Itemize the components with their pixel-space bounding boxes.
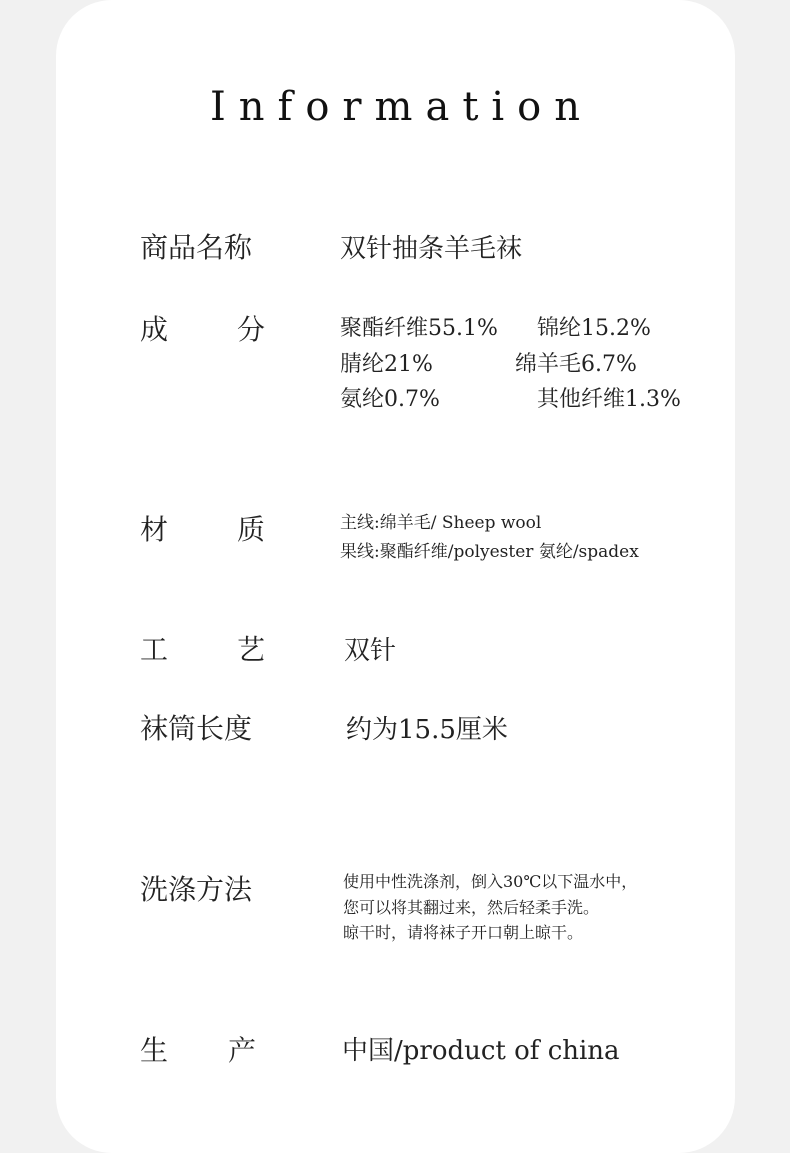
- craft-label-char-1: 工: [140, 633, 169, 666]
- name-label: 商品名称: [140, 231, 253, 264]
- composition-item: 聚酯纤维55.1%: [340, 316, 498, 341]
- washing-line-1: 使用中性洗涤剂，倒入30℃以下温水中，: [343, 872, 638, 891]
- material-label-char-2: 质: [236, 513, 265, 546]
- composition-item: 绵羊毛6.7%: [515, 352, 637, 377]
- origin-label-char-2: 产: [227, 1034, 256, 1067]
- composition-label-char-2: 分: [236, 313, 265, 346]
- name-value: 双针抽条羊毛袜: [340, 234, 523, 264]
- composition-item: 氨纶0.7%: [340, 387, 440, 412]
- washing-line-2: 您可以将其翻过来，然后轻柔手洗。: [343, 898, 600, 917]
- craft-label-char-2: 艺: [236, 633, 265, 666]
- washing-line-3: 晾干时，请将袜子开口朝上晾干。: [343, 923, 584, 942]
- page-title: Information: [209, 84, 594, 130]
- info-card: [56, 0, 735, 1153]
- craft-value: 双针: [344, 636, 397, 666]
- length-label: 袜筒长度: [140, 712, 253, 745]
- craft-label: [140, 628, 265, 668]
- washing-label: 洗涤方法: [140, 873, 253, 906]
- origin-value: 中国/product of china: [342, 1036, 620, 1066]
- length-value: 约为15.5厘米: [346, 715, 508, 745]
- composition-item: 其他纤维1.3%: [537, 387, 681, 412]
- material-secondary-thread: 果线:聚酯纤维/polyester 氨纶/spadex: [340, 542, 639, 562]
- origin-label-char-1: 生: [140, 1034, 169, 1067]
- material-label: [140, 508, 265, 548]
- composition-label-char-1: 成: [140, 313, 169, 346]
- material-label-char-1: 材: [140, 513, 169, 546]
- origin-label: [140, 1029, 256, 1069]
- material-main-thread: 主线:绵羊毛/ Sheep wool: [340, 513, 542, 533]
- composition-label: [140, 308, 265, 348]
- composition-item: 锦纶15.2%: [537, 316, 651, 341]
- composition-item: 腈纶21%: [340, 352, 433, 377]
